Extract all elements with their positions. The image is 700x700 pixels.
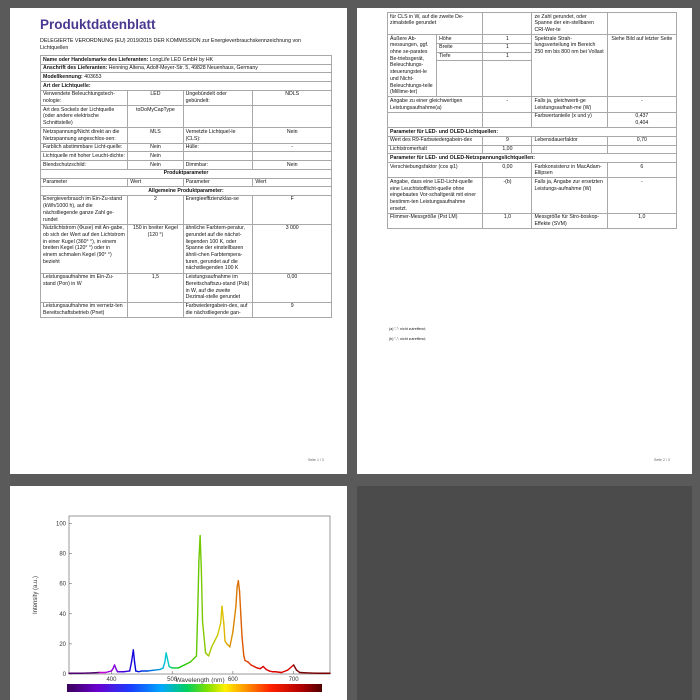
table-row [388, 13, 677, 35]
y-axis-label: Intensity (a.u.) [33, 575, 39, 615]
cell [183, 106, 253, 128]
cell: Wert des R9-Farbwiedergabein-dex [388, 136, 483, 145]
cell: Angabe zu einer gleichwertigen Leistungsaufnahme(a) [388, 97, 483, 112]
cell [607, 13, 676, 35]
regulation-intro: DELEGIERTE VERORDNUNG (EU) 2019/2015 DER KOMMISSION zur Energieverbrauchskennzeichnung von Lichtquellen [40, 38, 302, 51]
cell [183, 152, 253, 161]
y-tick-label: 60 [59, 581, 66, 588]
spectrum-segment [178, 665, 184, 668]
supplier-label: Name oder Handelsmarke des Lieferanten: [43, 56, 149, 63]
spectrum-segment [200, 536, 201, 569]
cell: Farbwiedergabein-dex, auf die nächstliegende gan- [183, 302, 253, 317]
table-row [388, 97, 677, 112]
spectrum-segment [163, 662, 165, 668]
table-row [41, 273, 332, 302]
supplier-value: LongLife LED GmbH by HK [149, 56, 214, 63]
section-header [388, 128, 677, 137]
cell: für CLS in W, auf die zweite De-zimalstelle gerundet [388, 13, 483, 35]
page-number: Seite 2 / 3 [654, 458, 670, 462]
column-headers [41, 178, 332, 187]
dim-name: Höhe [437, 35, 482, 44]
cell [532, 145, 607, 154]
cell [128, 302, 183, 317]
cell: Leistungsaufnahme im vernetz-ten Bereitschaftsbetrieb (Pnet) [41, 302, 128, 317]
cell: Nein [128, 161, 183, 170]
spectrum-chart-page [10, 486, 347, 700]
cell: 1,5 [128, 273, 183, 302]
cell: 9 [253, 302, 332, 317]
spectrum-segment [135, 662, 136, 671]
cell: Falls ja, Angabe zur ersetzten Leistungs-aufnahme (W) [532, 178, 607, 214]
spectrum-segment [115, 665, 117, 670]
address-row [41, 64, 332, 73]
cell: 6 [607, 163, 676, 178]
cell: MLS [128, 128, 183, 143]
cell: ähnliche Farbtem-peratur, gerundet auf die nächst-liegenden 100 K, oder Spanne der einstellbaren ähnli-chen Farbtempera-turen, gerundet auf die nächstliegenden 100 K [183, 224, 253, 273]
product-datasheet-table [40, 55, 332, 318]
dim-value: 1 [483, 35, 531, 44]
cell: 2 [128, 195, 183, 224]
cell: Netzspannung/Nicht direkt an die Netzspannung angeschlos-sen: [41, 128, 128, 143]
spectrum-segment [133, 650, 134, 662]
dimensions-row [388, 35, 677, 97]
spectrum-segment [224, 623, 225, 641]
cell: 9 [483, 136, 532, 145]
spectrum-segment [196, 614, 197, 656]
model-label: Modellkennung: [43, 73, 83, 80]
table-row [41, 143, 332, 152]
cell: Hülle: [183, 143, 253, 152]
footnote-b: (b) "-": nicht zutreffend; [389, 337, 426, 341]
spectrum-segment [201, 569, 202, 622]
table-row [388, 112, 677, 127]
table-row [388, 213, 677, 228]
cell: 1,0 [607, 213, 676, 228]
spectrum-segment [190, 656, 196, 662]
spectrum-segment [281, 670, 287, 672]
model-row [41, 73, 332, 82]
datasheet-page-2 [357, 8, 692, 474]
cell: -(b) [483, 178, 532, 214]
cell: Farbkonsistenz in MacAdam-Ellipsen [532, 163, 607, 178]
table-row [41, 161, 332, 170]
spectrum-segment [148, 670, 154, 671]
cell: 0,00 [253, 273, 332, 302]
cell: toDoMyCapType [128, 106, 183, 128]
cell: Ungebündelt oder gebündelt: [183, 90, 253, 105]
x-tick-label: 600 [227, 677, 238, 683]
page-title: Produktdatenblatt [40, 17, 156, 32]
cell: Art des Sockels der Lichtquelle (oder andere elektrische Schnittstelle) [41, 106, 128, 128]
cell: - [607, 97, 676, 112]
section-header [388, 154, 677, 163]
dimensions-label: Äußere Ab-messungen, ggf. ohne se-parates Be-triebsgerät, Beleuchtungs-steuerungstei-le und Nicht-Beleuchtungs-teile (Millime-ter) [388, 35, 437, 97]
section-header [41, 187, 332, 196]
cell: - [607, 178, 676, 214]
dim-value: 1 [483, 53, 531, 62]
cell: Nein [253, 161, 332, 170]
cell: Farbwertanteile (x und y) [532, 112, 607, 127]
params-header: Produktparameter [41, 169, 332, 178]
general-header: Allgemeine Produktparameter: [41, 187, 332, 196]
spectrum-segment [209, 647, 212, 656]
dimensions-names [437, 35, 483, 97]
cell: 0,00 [483, 163, 532, 178]
cell [483, 112, 532, 127]
cell: LED [128, 90, 183, 105]
spectrum-segment [130, 662, 132, 671]
net-header: Parameter für LED- und OLED-Netzspannungslichtquellen: [388, 154, 677, 163]
spectrum-segment [215, 635, 218, 641]
table-row [41, 224, 332, 273]
spectrum-segment [166, 653, 169, 667]
table-row [41, 152, 332, 161]
table-row [41, 90, 332, 105]
cell: Messgröße für Stro-boskop-Effekte (SVM) [532, 213, 607, 228]
y-tick-label: 40 [59, 611, 66, 618]
spectrum-segment [242, 636, 244, 656]
y-tick-label: 0 [62, 672, 66, 678]
spectrum-segment [240, 591, 241, 614]
y-axis [56, 522, 72, 678]
spectral-value: Siehe Bild auf letzter Seite [607, 35, 676, 97]
address-label: Anschrift des Lieferanten: [43, 65, 108, 72]
cell: Lichtstromerhalt [388, 145, 483, 154]
cell: 1,00 [483, 145, 532, 154]
y-tick-label: 100 [55, 521, 66, 528]
spectrum-segment [275, 672, 281, 673]
column-header: Parameter [41, 178, 128, 187]
cell: Lebensdauerfaktor [532, 136, 607, 145]
page-number: Seite 1 / 3 [308, 458, 324, 462]
cell: 150 in breiter Kegel (120 °) [128, 224, 183, 273]
spectral-label: Spektrale Strah-lungsverteilung im Bereich 250 nm bis 800 nm bei Vollast [532, 35, 607, 97]
empty-page-area [357, 486, 692, 700]
spectrum-segment [238, 581, 239, 592]
cell: Flimmer-Messgröße (Pst LM) [388, 213, 483, 228]
cell: ze Zahl gerundet, oder Spanne der ein-stellbaren CRI-Wer-te [532, 13, 607, 35]
spectrum-segment [184, 662, 190, 665]
cell: 3 000 [253, 224, 332, 273]
cell: Vernetzte Lichtquel-le (CLS): [183, 128, 253, 143]
column-header: Parameter [183, 178, 253, 187]
cell: Verwendete Beleuchtungstech-nologie: [41, 90, 128, 105]
datasheet-page-1 [10, 8, 347, 474]
cell: 0,437 0,404 [607, 112, 676, 127]
spectral-distribution-chart [10, 486, 347, 700]
y-tick-label: 20 [59, 641, 66, 648]
x-axis-label: Wavelength (nm) [175, 677, 225, 684]
cell: - [483, 97, 532, 112]
section-header [41, 169, 332, 178]
cell: F [253, 195, 332, 224]
cell: Leistungsaufnahme im Bereitschaftszu-stand (Psb) in W, auf die zweite Dezimal-stelle gerundet [183, 273, 253, 302]
cell: Angabe, dass eine LED-Licht-quelle eine Leuchtstofflicht-quelle ohne eingebautes Vor-schaltgerät mit einer bestimm-ten Leistungsaufnahme ersetzt. [388, 178, 483, 214]
led-header: Parameter für LED- und OLED-Lichtquellen: [388, 128, 677, 137]
cell: Falls ja, gleichwerti-ge Leistungsaufnah-me (W) [532, 97, 607, 112]
cell: Dimmbar: [183, 161, 253, 170]
spectrum-segment [236, 587, 237, 607]
spectrum-segment [203, 621, 206, 653]
table-row [388, 178, 677, 214]
spectrum-segment [233, 606, 236, 632]
cell: Nein [253, 128, 332, 143]
table-row [41, 195, 332, 224]
wavelength-color-bar [67, 684, 322, 692]
dim-name: Breite [437, 44, 482, 53]
spectrum-segment [294, 665, 297, 670]
cell: Farblich abstimmbare Licht-quelle: [41, 143, 128, 152]
table-row [41, 128, 332, 143]
footnote-a: (a) "-": nicht zutreffend; [389, 327, 426, 331]
spectrum-segment [230, 632, 233, 647]
dimensions-values [483, 35, 532, 97]
cell: 0,70 [607, 136, 676, 145]
column-header: Wert [128, 178, 183, 187]
cell: Blendschutzschild: [41, 161, 128, 170]
spectrum-segment [198, 561, 199, 614]
column-header: Wert [253, 178, 332, 187]
spectrum-segment [218, 623, 221, 635]
cell: Energieverbrauch im Ein-Zu-stand (kWh/1000 h), auf die nächstliegende ganze Zahl ge-rundet [41, 195, 128, 224]
x-tick-label: 700 [288, 677, 299, 683]
cell: Nein [128, 152, 183, 161]
cell: Nein [128, 143, 183, 152]
spectrum-segment [154, 669, 160, 670]
table-row [388, 145, 677, 154]
spectrum-segment [124, 671, 130, 672]
dim-name: Tiefe [437, 53, 482, 62]
table-row [388, 163, 677, 178]
address-value: Henning Altena, Adolf-Meyer-Str. 5, 49828 Neuenhaus, Germany [108, 65, 258, 72]
cell: Nutzlichtstrom (Φuse) mit An-gabe, ob sich der Wert auf den Lichtstrom in einer Kugel (360° °), in einem breiten Kegel (120° °) oder in einem schmalen Kegel (90° °) bezieht [41, 224, 128, 273]
cell [253, 152, 332, 161]
table-row [41, 302, 332, 317]
cell [607, 145, 676, 154]
spectrum-segment [222, 606, 224, 623]
table-row [388, 136, 677, 145]
table-row [41, 106, 332, 128]
spectrum-series [69, 536, 330, 674]
x-tick-label: 500 [167, 677, 178, 683]
cell: NDLS [253, 90, 332, 105]
model-value: 403653 [84, 73, 102, 80]
cell: 1,0 [483, 213, 532, 228]
section-header [41, 82, 332, 91]
supplier-row [41, 56, 332, 65]
y-tick-label: 80 [59, 551, 66, 558]
cell: Verschiebungsfaktor (cos φ1) [388, 163, 483, 178]
cell: Lichtquelle mit hoher Leucht-dichte: [41, 152, 128, 161]
cell: - [253, 143, 332, 152]
x-tick-label: 400 [106, 677, 117, 683]
lighttype-header: Art der Lichtquelle: [41, 82, 332, 91]
cell: Energieeffizienzklas-se [183, 195, 253, 224]
dim-value: 1 [483, 44, 531, 53]
cell [483, 13, 532, 35]
spectrum-segment [212, 641, 215, 647]
cell: Leistungsaufnahme im Ein-Zu-stand (Pon) in W [41, 273, 128, 302]
spectrum-segment [244, 656, 245, 661]
spectrum-segment [241, 614, 242, 637]
cell [388, 112, 483, 127]
spectrum-segment [288, 665, 294, 670]
cell [253, 106, 332, 128]
product-datasheet-table-continued [387, 12, 677, 229]
